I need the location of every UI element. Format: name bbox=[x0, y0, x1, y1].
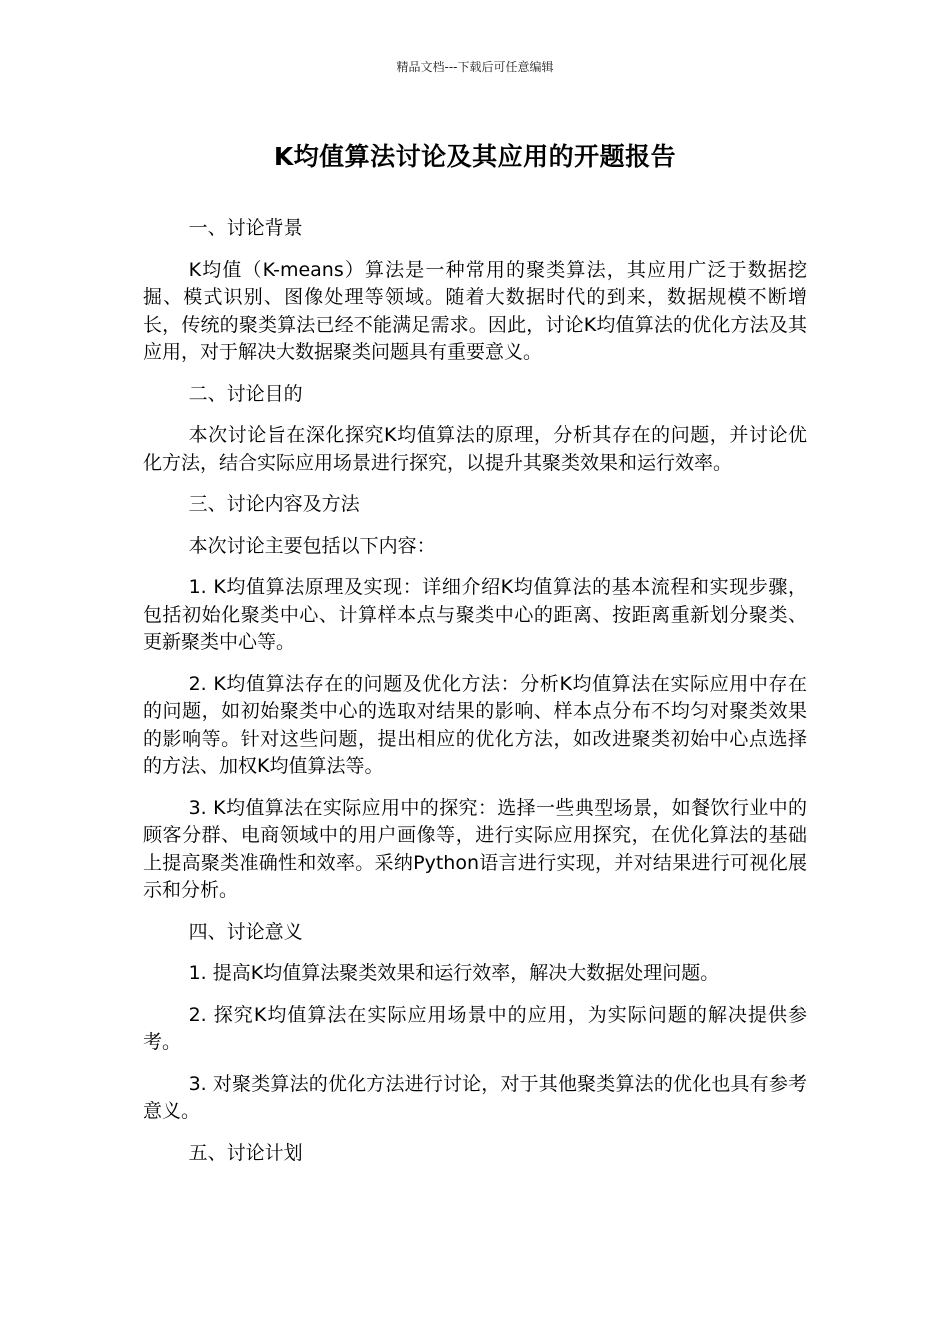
paragraph-content-intro: 本次讨论主要包括以下内容： bbox=[188, 534, 436, 557]
list-item-significance-1: 1. 提高K均值算法聚类效果和运行效率，解决大数据处理问题。 bbox=[188, 962, 720, 984]
section-heading-background: 一、讨论背景 bbox=[188, 217, 303, 239]
document-title: K均值算法讨论及其应用的开题报告 bbox=[273, 142, 677, 171]
section-heading-content-method: 三、讨论内容及方法 bbox=[188, 493, 360, 515]
paragraph-purpose: 本次讨论旨在深化探究K均值算法的原理，分析其存在的问题，并讨论优化方法，结合实际应用场景进行探究，以提升其聚类效果和运行效率。 bbox=[143, 424, 807, 474]
document-body bbox=[143, 215, 807, 1181]
list-item-significance-2: 2. 探究K均值算法在实际应用场景中的应用，为实际问题的解决提供参考。 bbox=[143, 1003, 807, 1053]
list-item-content-1: 1. K均值算法原理及实现：详细介绍K均值算法的基本流程和实现步骤，包括初始化聚类中心、计算样本点与聚类中心的距离、按距离重新划分聚类、更新聚类中心等。 bbox=[143, 576, 807, 653]
section-heading-significance: 四、讨论意义 bbox=[188, 920, 303, 943]
section-heading-purpose: 二、讨论目的 bbox=[188, 382, 303, 405]
paragraph-background: K均值（K-means）算法是一种常用的聚类算法，其应用广泛于数据挖掘、模式识别、图像处理等领域。随着大数据时代的到来，数据规模不断增长，传统的聚类算法已经不能满足需求。因此，讨论K均值算法的优化方法及其应用，对于解决大数据聚类问题具有重要意义。 bbox=[143, 258, 807, 363]
list-item-significance-3: 3. 对聚类算法的优化方法进行讨论，对于其他聚类算法的优化也具有参考意义。 bbox=[143, 1072, 807, 1122]
section-heading-plan: 五、讨论计划 bbox=[188, 1141, 303, 1164]
header-note: 精品文档---下载后可任意编辑 bbox=[396, 60, 554, 74]
list-item-content-3: 3. K均值算法在实际应用中的探究：选择一些典型场景，如餐饮行业中的顾客分群、电商领域中的用户画像等，进行实际应用探究，在优化算法的基础上提高聚类准确性和效率。采纳Python语言进行实现，并对结果进行可视化展示和分析。 bbox=[143, 796, 807, 901]
list-item-content-2: 2. K均值算法存在的问题及优化方法：分析K均值算法在实际应用中存在的问题，如初始聚类中心的选取对结果的影响、样本点分布不均匀对聚类效果的影响等。针对这些问题，提出相应的优化方法，如改进聚类初始中心点选择的方法、加权K均值算法等。 bbox=[143, 672, 807, 777]
